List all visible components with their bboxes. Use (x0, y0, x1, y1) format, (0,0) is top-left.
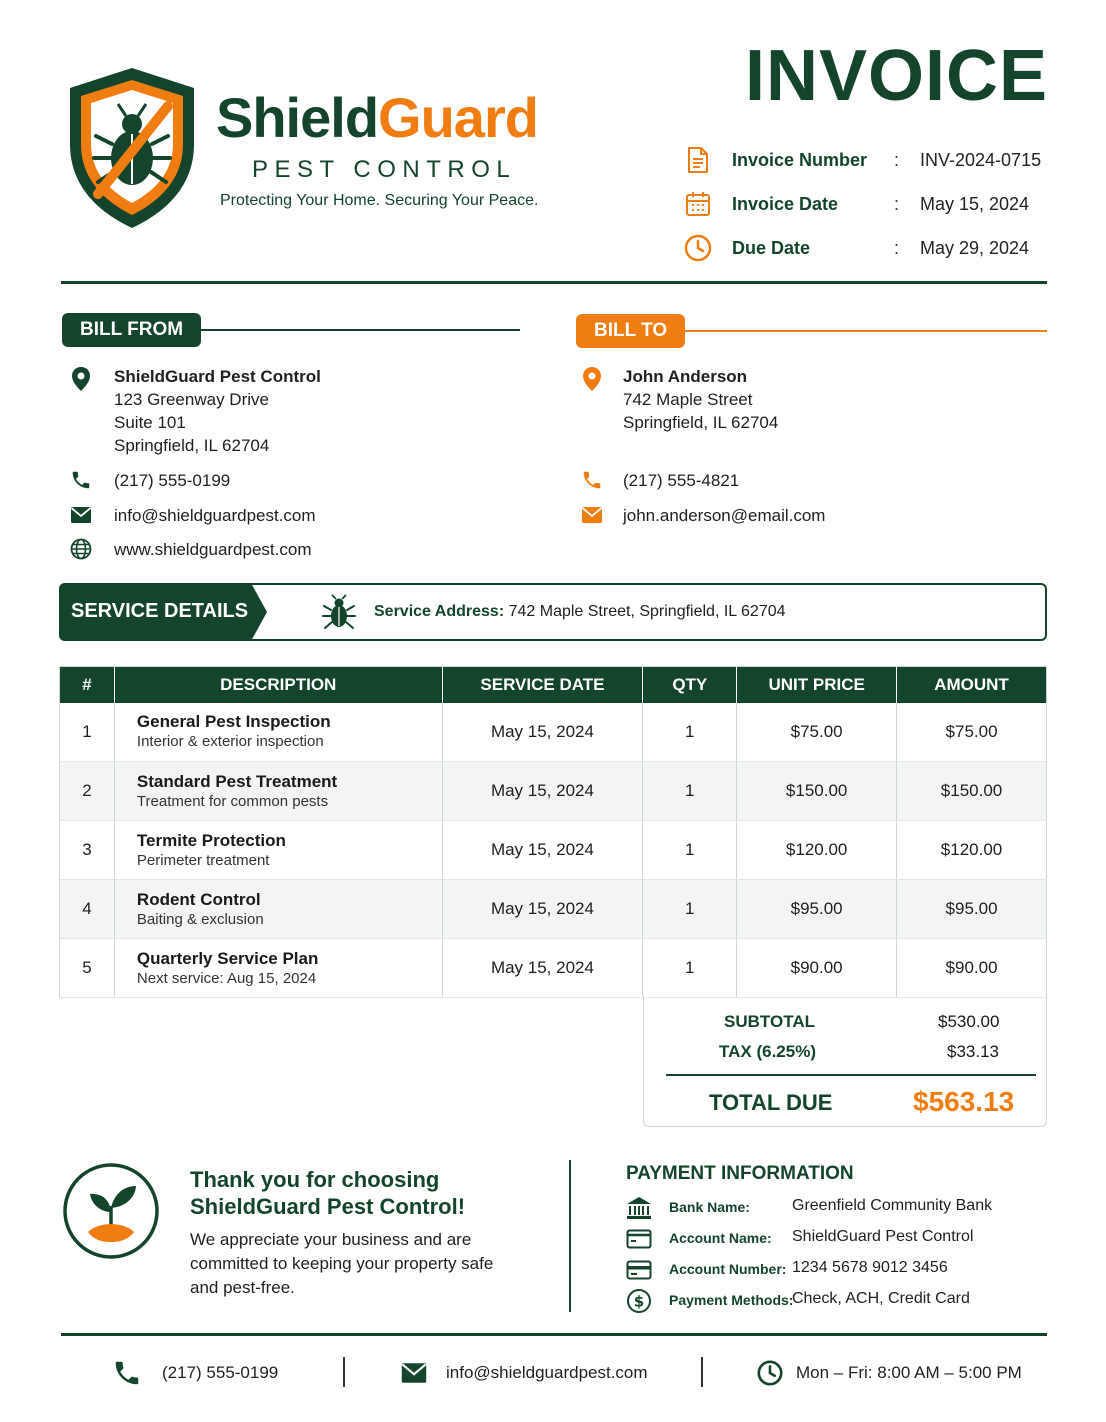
row-qty: 1 (643, 762, 737, 821)
dollar-circle-icon (626, 1288, 652, 1314)
item-subtitle: Baiting & exclusion (136, 910, 264, 928)
due-date-value: May 29, 2024 (920, 237, 1030, 258)
invoice-date-row: Invoice Date : May 15, 2024 (682, 189, 714, 219)
bill-from-heading: BILL FROM (62, 313, 201, 347)
bill-to-address (623, 365, 778, 434)
row-qty: 1 (643, 821, 737, 880)
row-unit-price: $120.00 (737, 821, 897, 880)
item-subtitle: Perimeter treatment (136, 851, 270, 869)
item-title: Rodent Control (136, 889, 261, 909)
footer-divider (61, 1333, 1047, 1336)
service-address-label: Service Address: (374, 603, 505, 620)
totals-divider (666, 1074, 1036, 1076)
item-subtitle: Interior & exterior inspection (136, 733, 324, 751)
tax-value: $33.13 (947, 1042, 999, 1061)
bill-from-email: info@shieldguardpest.com (114, 506, 316, 525)
bill-from-address-line: Springfield, IL 62704 (114, 436, 270, 455)
credit-card-icon (626, 1257, 652, 1283)
bill-to-name: John Anderson (623, 367, 748, 386)
due-date-row: Due Date : May 29, 2024 (682, 233, 714, 263)
payment-methods-value: Check, ACH, Credit Card (792, 1290, 970, 1307)
row-description (114, 821, 442, 880)
footer-separator (343, 1357, 345, 1387)
row-qty: 1 (643, 939, 737, 998)
bill-from-rule (196, 329, 520, 331)
bill-to-phone: (217) 555-4821 (623, 471, 740, 490)
row-unit-price: $150.00 (737, 762, 897, 821)
footer-phone (112, 1358, 278, 1388)
account-name-value: ShieldGuard Pest Control (792, 1228, 974, 1245)
column-header-qty: QTY (643, 667, 737, 703)
invoice-number-label: Invoice Number (732, 149, 868, 170)
email-icon (400, 1362, 428, 1384)
bill-from-address-line: Suite 101 (114, 413, 186, 432)
phone-icon (112, 1358, 142, 1388)
row-amount: $90.00 (897, 939, 1047, 998)
item-title: General Pest Inspection (136, 712, 331, 732)
item-subtitle: Treatment for common pests (136, 792, 329, 810)
thank-you-heading: Thank you for choosing ShieldGuard Pest Control! (190, 1167, 466, 1219)
clock-icon (756, 1359, 784, 1387)
bill-to-rule (680, 330, 1047, 332)
id-card-icon (626, 1226, 652, 1252)
subtotal-label: SUBTOTAL (724, 1012, 815, 1031)
bill-to-address-line: 742 Maple Street (623, 390, 753, 409)
table-row (60, 762, 1047, 821)
line-items-table (59, 666, 1047, 998)
row-number: 3 (60, 821, 115, 880)
item-title: Quarterly Service Plan (136, 948, 319, 968)
row-unit-price: $75.00 (737, 703, 897, 762)
logo-shield-icon (66, 66, 198, 230)
table-row (60, 703, 1047, 762)
row-number: 1 (60, 703, 115, 762)
svg-text:$: $ (633, 1292, 645, 1311)
sprout-icon (62, 1162, 160, 1260)
row-amount: $120.00 (897, 821, 1047, 880)
column-header-unit-price: UNIT PRICE (737, 667, 897, 703)
row-description (114, 703, 442, 762)
table-row (60, 939, 1047, 998)
row-description (114, 880, 442, 939)
calendar-icon (682, 189, 714, 219)
header-divider (61, 281, 1047, 284)
email-icon (68, 502, 94, 528)
bill-from-address-line: 123 Greenway Drive (114, 390, 269, 409)
invoice-title: INVOICE (744, 36, 1048, 116)
row-amount: $95.00 (897, 880, 1047, 939)
phone-icon (68, 467, 94, 493)
footer-hours (756, 1358, 1022, 1388)
footer-vertical-divider (569, 1160, 571, 1312)
due-date-label: Due Date (732, 237, 811, 258)
account-number-value: 1234 5678 9012 3456 (792, 1259, 948, 1276)
bill-from-name: ShieldGuard Pest Control (114, 367, 321, 386)
invoice-number-value: INV-2024-0715 (920, 149, 1042, 170)
document-icon (682, 145, 714, 175)
row-qty: 1 (643, 703, 737, 762)
bill-to-address-line: Springfield, IL 62704 (623, 413, 779, 432)
phone-icon (579, 467, 605, 493)
bank-icon (626, 1195, 652, 1221)
row-service-date: May 15, 2024 (442, 703, 643, 762)
total-due-value: $563.13 (913, 1086, 1015, 1117)
payment-information-heading: PAYMENT INFORMATION (626, 1163, 854, 1184)
account-number-label: Account Number: (669, 1261, 787, 1277)
footer-separator (701, 1357, 703, 1387)
brand-tagline: Protecting Your Home. Securing Your Peace. (220, 192, 539, 209)
footer-hours-text: Mon – Fri: 8:00 AM – 5:00 PM (796, 1363, 1022, 1382)
invoice-number-row: Invoice Number : INV-2024-0715 (682, 145, 714, 175)
bill-to-heading: BILL TO (576, 314, 685, 348)
row-unit-price: $95.00 (737, 880, 897, 939)
column-header-description: DESCRIPTION (114, 667, 442, 703)
row-service-date: May 15, 2024 (442, 939, 643, 998)
row-service-date: May 15, 2024 (442, 762, 643, 821)
row-qty: 1 (643, 880, 737, 939)
row-service-date: May 15, 2024 (442, 880, 643, 939)
column-header-service-date: SERVICE DATE (442, 667, 643, 703)
email-icon (579, 502, 605, 528)
bill-to-email: john.anderson@email.com (623, 506, 826, 525)
service-address (374, 603, 786, 621)
subtotal-value: $530.00 (938, 1012, 1000, 1031)
table-row (60, 821, 1047, 880)
bill-from-address (114, 365, 321, 457)
total-due-label: TOTAL DUE (709, 1090, 833, 1115)
thank-you-message: We appreciate your business and are committed to keeping your property safe and pest-free. (190, 1230, 494, 1297)
item-subtitle: Next service: Aug 15, 2024 (136, 969, 317, 987)
bill-from-website: www.shieldguardpest.com (114, 540, 312, 559)
footer-email-text: info@shieldguardpest.com (446, 1363, 648, 1382)
brand-name: ShieldGuard (216, 86, 538, 149)
table-row (60, 880, 1047, 939)
location-pin-icon (68, 366, 94, 392)
invoice-date-value: May 15, 2024 (920, 193, 1030, 214)
row-service-date: May 15, 2024 (442, 821, 643, 880)
row-number: 2 (60, 762, 115, 821)
payment-methods-label: Payment Methods: (669, 1292, 794, 1308)
invoice-date-label: Invoice Date (732, 193, 839, 214)
item-title: Termite Protection (136, 830, 286, 850)
row-number: 5 (60, 939, 115, 998)
footer-phone-text: (217) 555-0199 (162, 1363, 279, 1382)
tax-label: TAX (6.25%) (719, 1042, 816, 1061)
service-details-heading: SERVICE DETAILS (71, 600, 249, 622)
service-address-value: 742 Maple Street, Springfield, IL 62704 (508, 603, 786, 620)
row-unit-price: $90.00 (737, 939, 897, 998)
bug-icon (322, 594, 356, 630)
clock-icon (682, 233, 714, 263)
location-pin-icon (579, 366, 605, 392)
bank-name-label: Bank Name: (669, 1199, 750, 1215)
row-description (114, 939, 442, 998)
row-number: 4 (60, 880, 115, 939)
row-amount: $75.00 (897, 703, 1047, 762)
column-header-amount: AMOUNT (897, 667, 1047, 703)
footer-email (400, 1358, 648, 1388)
item-title: Standard Pest Treatment (136, 771, 338, 791)
brand-subtitle: PEST CONTROL (252, 156, 517, 183)
account-name-label: Account Name: (669, 1230, 772, 1246)
row-description (114, 762, 442, 821)
table-header-row (60, 667, 1047, 703)
column-header-number: # (60, 667, 115, 703)
bill-from-phone: (217) 555-0199 (114, 471, 231, 490)
row-amount: $150.00 (897, 762, 1047, 821)
globe-icon (68, 536, 94, 562)
bank-name-value: Greenfield Community Bank (792, 1197, 993, 1214)
